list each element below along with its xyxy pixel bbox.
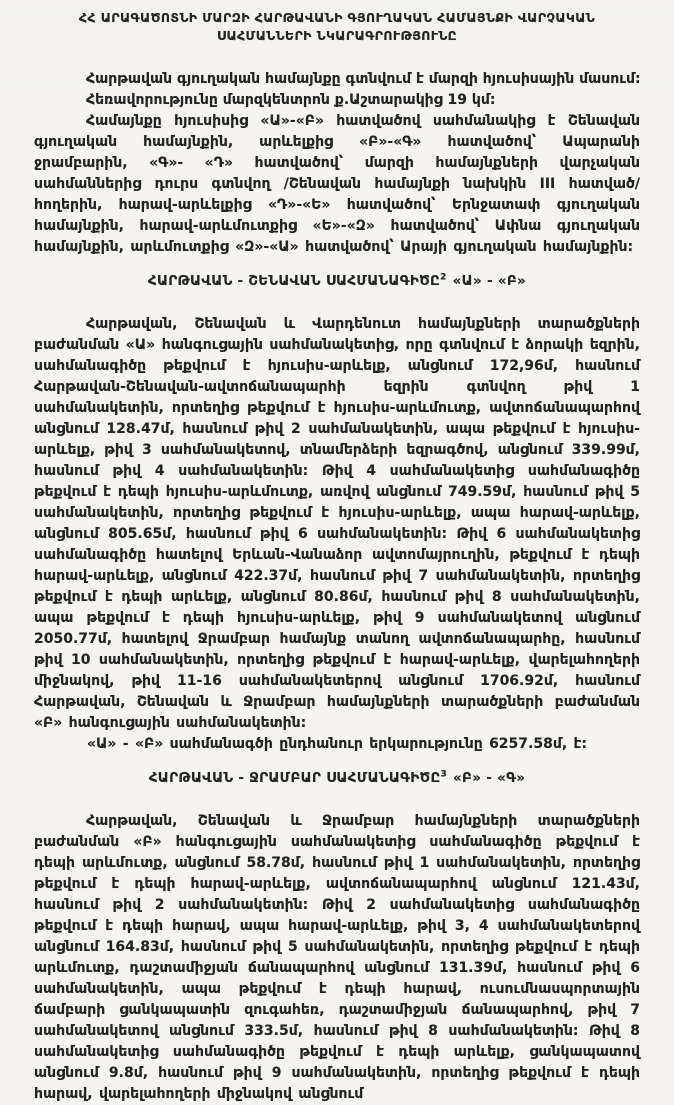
intro-line-distance-region: Հարթավան գյուղական համայնքը գտնվում է մարզի հյուսիսային մասում: — [86, 71, 641, 87]
section-2-heading-text: ՀԱՐԹԱՎԱՆ - ՋՐԱՄԲԱՐ ՍԱՀՄԱՆԱԳԻԾԸ — [148, 770, 441, 786]
section-heading-hartavan-jrambar — [34, 768, 640, 788]
intro-borders-paragraph: Համայնքը հյուսիսից «Ա»-«Բ» հատվածով սահմանակից է Շենավան գյուղական համայնքին, արևելքից «Բ»-«Գ» հատվածով՝ Ապարանի ջրամբարին, «Գ»- «Դ» հատվածով՝ մարզի համայնքների վարչական սահմաններից դուրս գտնվող /Շենավան համայնքի նախկին III հատված/ հողերին, հարավ-արևելքից «Դ»-«Ե» հատվածով՝ Երնջատափ գյուղական համայնքին, հարավ-արևմուտքից «Ե»-«Զ» հատվածով՝ Ափնա գյուղական համայնքին, արևմուտքից «Զ»-«Ա» հատվածով՝ Արայի գյուղական համայնքին: — [34, 113, 640, 255]
section-1-heading-range: «Ա» - «Բ» — [452, 273, 527, 289]
section-2-heading-footnote-mark: 3 — [440, 769, 448, 780]
section-1-heading-text: ՀԱՐԹԱՎԱՆ - ՇԵՆԱՎԱՆ ՍԱՀՄԱՆԱԳԻԾԸ — [147, 273, 441, 289]
document-title-line-2: ՍԱՀՄԱՆՆԵՐԻ ՆԿԱՐԱԳՐՈՒԹՅՈՒՆԸ — [216, 28, 458, 43]
section-2-heading-range: «Բ» - «Գ» — [453, 770, 526, 786]
section-1-heading-footnote-mark: 2 — [440, 272, 447, 283]
section-heading-hartavan-shenavan — [34, 271, 640, 291]
document-body — [34, 69, 640, 1105]
document-title-line-1: ՀՀ ԱՐԱԳԱԾՈՏՆԻ ՄԱՐԶԻ ՀԱՐԹԱՎԱՆԻ ԳՅՈՒՂԱԿԱՆ ՀԱՄԱՅՆՔԻ ՎԱՐՉԱԿԱՆ — [78, 10, 596, 25]
document-title — [34, 9, 640, 45]
section-1-body-paragraph: Հարթավան, Շենավան և Վարդենուտ համայնքների տարածքների բաժանման «Ա» հանգուցային սահմանակետից, որը գտնվում է ձորակի եզրին, սահմանագիծը թեքվում է հյուսիս-արևելք, անցնում 172,96մ, հասնում Հարթավան-Շենավան-ավտոճանապարհի եզրին գտնվող թիվ 1 սահմանակետին, որտեղից թեքվում է հյուսիս-արևմուտք, ավտոճանապարհով անցնում 128.47մ, հասնում թիվ 2 սահմանակետին, ապա թեքվում է հյուսիս-արևելք, թիվ 3 սահմանակետով, տնամերձերի եզրագծով, անցնում 339.99մ, հասնում թիվ 4 սահմանակետին: Թիվ 4 սահմանակետից սահմանագիծը թեքվում է դեպի հյուսիս-արևմուտք, առվով անցնում 749.59մ, հասնում թիվ 5 սահմանակետին, որտեղից թեքվում է հյուսիս-արևելք, ապա հարավ-արևելք, անցնում 805.65մ, հասնում թիվ 6 սահմանակետին: Թիվ 6 սահմանակետից սահմանագիծը հատելով Երևան-Վանաձոր ավտոմայրուղին, թեքվում է դեպի հարավ-արևելք, անցնում 422.37մ, հասնում թիվ 7 սահմանակետին, որտեղից թեքվում է դեպի արևելք, անցնում 80.86մ, հասնում թիվ 8 սահմանակետին, ապա թեքվում է դեպի հյուսիս-արևելք, թիվ 9 սահմանակետով անցնում 2050.77մ, հատելով Ջրամբար համայնք տանող ավտոճանապարհը, հասնում թիվ 10 սահմանակետին, որտեղից թեքվում է հարավ-արևելք, վարելահողերի միջնակով, թիվ 11-16 սահմանակետերով անցնում 1706.92մ, հասնում Հարթավան, Շենավան և Ջրամբար համայնքների տարածքների բաժանման «Բ» հանգուցային սահմանակետին: — [34, 316, 640, 731]
intro-line-distance-center: Հեռավորությունը մարզկենտրոն ք.Աշտարակից 19 կմ: — [86, 92, 496, 108]
section-2-body-paragraph: Հարթավան, Շենավան և Ջրամբար համայնքների տարածքների բաժանման «Բ» հանգուցային սահմանակետից սահմանագիծը թեքվում է դեպի արևմուտք, անցնում 58.78մ, հասնում թիվ 1 սահմանակետին, որտեղից թեքվում է դեպի հարավ-արևելք, ավտոճանապարհով անցնում 121.43մ, հասնում թիվ 2 սահմանակետին: Թիվ 2 սահմանակետից սահմանագիծը թեքվում է դեպի հարավ, ապա հարավ-արևելք, թիվ 3, 4 սահմանակետերով անցնում 164.83մ, հասնում թիվ 5 սահմանակետին, որտեղից թեքվում է դեպի արևմուտք, դաշտամիջյան ճանապարհով անցնում 131.39մ, հասնում թիվ 6 սահմանակետին, ապա թեքվում է դեպի հարավ, ուսումնասպորտային ճամբարի ցանկապատին զուգահեռ, դաշտամիջյան ճանապարհով, թիվ 7 սահմանակետով անցնում 333.5մ, հասնում թիվ 8 սահմանակետին: Թիվ 8 սահմանակետից սահմանագիծը թեքվում է դեպի արևելք, ցանկապատով անցնում 9.8մ, հասնում թիվ 9 սահմանակետին, որտեղից թեքվում է դեպի հարավ, վարելահողերի միջնակով անցնում — [34, 813, 640, 1102]
section-1-total-length-line: «Ա» - «Բ» սահմանագծի ընդհանուր երկարությունը 6257.58մ, է: — [86, 736, 588, 752]
